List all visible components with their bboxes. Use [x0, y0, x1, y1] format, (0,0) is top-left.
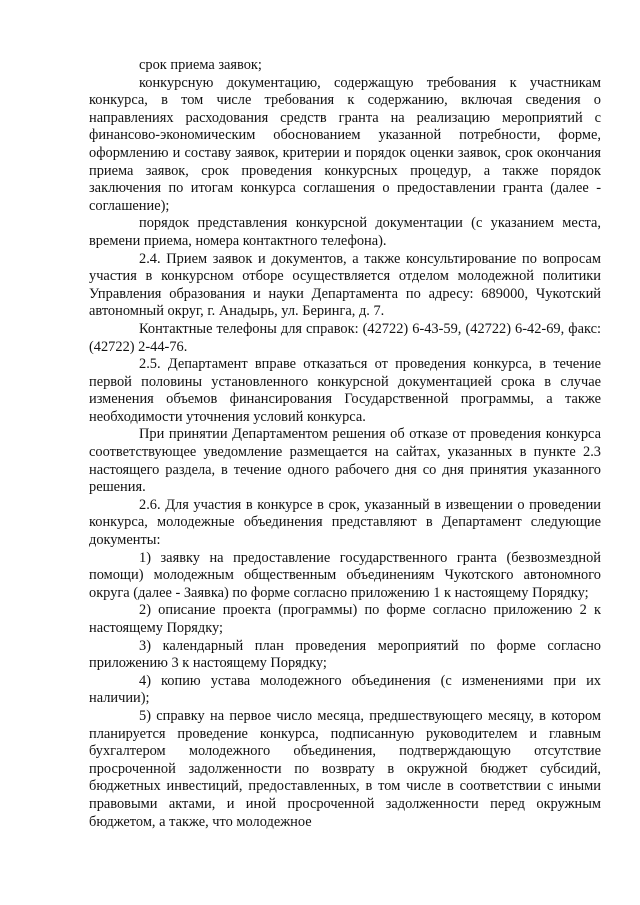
document-page — [89, 57, 601, 831]
paragraph-section-2-5: 2.5. Департамент вправе отказаться от проведения конкурса, в течение первой половины установленного конкурсной документацией срока в случае изменения объемов финансирования Государственной программы, а также необходимости уточнения условий конкурса. — [89, 356, 601, 425]
paragraph-section-2-6: 2.6. Для участия в конкурсе в срок, указанный в извещении о проведении конкурса, молодежные объединения представляют в Департамент следующие документы: — [89, 496, 601, 549]
paragraph-application-deadline: срок приема заявок; — [139, 57, 262, 73]
paragraph-refusal-notice: При принятии Департаментом решения об отказе от проведения конкурса соответствующее уведомление размещается на сайтах, указанных в пункте 2.3 настоящего раздела, в течение одного рабочего дня со дня принятия указанного решения. — [89, 426, 601, 496]
paragraph-section-2-4: 2.4. Прием заявок и документов, а также консультирование по вопросам участия в конкурсном отборе осуществляется отделом молодежной политики Управления образования и науки Департамента по адресу: 689000, Чукотский автономный округ, г. Анадырь, ул. Беринга, д. 7. — [89, 250, 601, 320]
paragraph-competition-documentation: конкурсную документацию, содержащую требования к участникам конкурса, в том числе требования к содержанию, включая сведения о направлениях расходования средств гранта на реализацию мероприятий с финансово-экономическим обоснованием указанной потребности, форме, оформлению и составу заявок, критерии и порядок оценки заявок, срок окончания приема заявок, срок проведения конкурсных процедур, а также порядок заключения по итогам конкурса соглашения о предоставлении гранта (далее - соглашение); — [89, 74, 601, 214]
list-item-2: 2) описание проекта (программы) по форме согласно приложению 2 к настоящему Порядку; — [89, 602, 601, 636]
list-item-1: 1) заявку на предоставление государственного гранта (безвозмездной помощи) молодежным общественным объединениям Чукотского автономного округа (далее - Заявка) по форме согласно приложению 1 к настоящему Порядку; — [89, 549, 601, 601]
paragraph-contact-phones: Контактные телефоны для справок: (42722) 6-43-59, (42722) 6-42-69, факс: (42722) 2-44-76. — [89, 320, 601, 355]
paragraph-documentation-procedure: порядок представления конкурсной документации (с указанием места, времени приема, номера контактного телефона). — [89, 215, 601, 249]
list-item-3: 3) календарный план проведения мероприятий по форме согласно приложению 3 к настоящему Порядку; — [89, 637, 601, 672]
list-item-4: 4) копию устава молодежного объединения (с изменениями при их наличии); — [89, 672, 601, 707]
list-item-5: 5) справку на первое число месяца, предшествующего месяцу, в котором планируется проведение конкурса, подписанную руководителем и главным бухгалтером молодежного объединения, подтверждающую отсутствие просроченной задолженности по возврату в окружной бюджет субсидий, бюджетных инвестиций, предоставленных, в том числе в соответствии с иными правовыми актами, и иной просроченной задолженности перед окружным бюджетом, а также, что молодежное — [89, 707, 601, 830]
